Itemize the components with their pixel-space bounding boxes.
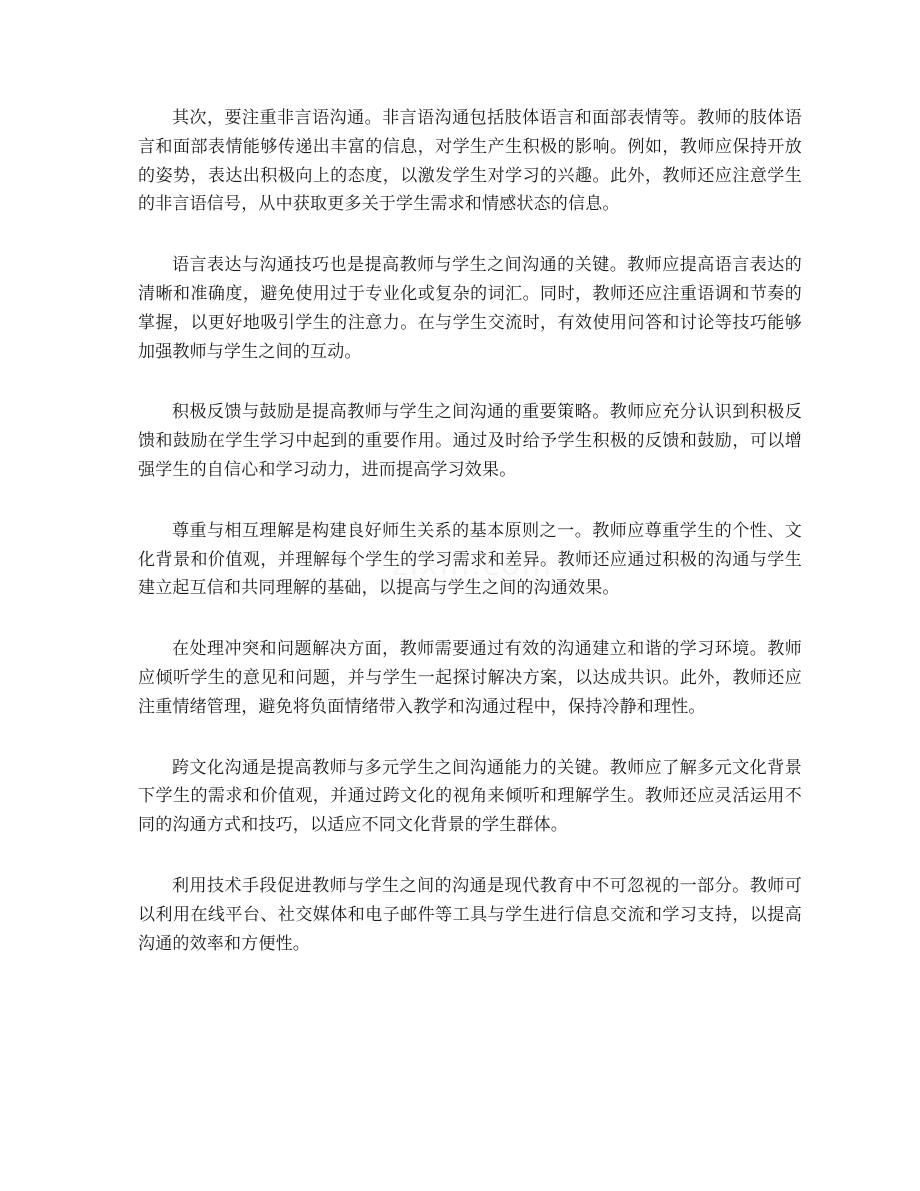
document-body — [138, 104, 802, 990]
paragraph-language-skills: 语言表达与沟通技巧也是提高教师与学生之间沟通的关键。教师应提高语言表达的清晰和准确度，避免使用过于专业化或复杂的词汇。同时，教师还应注重语调和节奏的掌握，以更好地吸引学生的注意力。在与学生交流时，有效使用问答和讨论等技巧能够加强教师与学生之间的互动。 — [138, 255, 802, 362]
paragraph-technology: 利用技术手段促进教师与学生之间的沟通是现代教育中不可忽视的一部分。教师可以利用在线平台、社交媒体和电子邮件等工具与学生进行信息交流和学习支持，以提高沟通的效率和方便性。 — [138, 875, 802, 954]
paragraph-conflict-resolution: 在处理冲突和问题解决方面，教师需要通过有效的沟通建立和谐的学习环境。教师应倾听学生的意见和问题，并与学生一起探讨解决方案，以达成共识。此外，教师还应注重情绪管理，避免将负面情绪带入教学和沟通过程中，保持冷静和理性。 — [138, 639, 802, 717]
paragraph-cross-cultural: 跨文化沟通是提高教师与多元学生之间沟通能力的关键。教师应了解多元文化背景下学生的需求和价值观，并通过跨文化的视角来倾听和理解学生。教师还应灵活运用不同的沟通方式和技巧，以适应不同文化背景的学生群体。 — [138, 757, 802, 836]
paragraph-nonverbal-communication: 其次，要注重非言语沟通。非言语沟通包括肢体语言和面部表情等。教师的肢体语言和面部表情能够传递出丰富的信息，对学生产生积极的影响。例如，教师应保持开放的姿势，表达出积极向上的态度，以激发学生对学习的兴趣。此外，教师还应注意学生的非言语信号，从中获取更多关于学生需求和情感状态的信息。 — [138, 108, 802, 215]
paragraph-mutual-respect: 尊重与相互理解是构建良好师生关系的基本原则之一。教师应尊重学生的个性、文化背景和价值观，并理解每个学生的学习需求和差异。教师还应通过积极的沟通与学生建立起互信和共同理解的基础，以提高与学生之间的沟通效果。 — [138, 520, 802, 599]
paragraph-positive-feedback: 积极反馈与鼓励是提高教师与学生之间沟通的重要策略。教师应充分认识到积极反馈和鼓励在学生学习中起到的重要作用。通过及时给予学生积极的反馈和鼓励，可以增强学生的自信心和学习动力，进而提高学习效果。 — [138, 402, 802, 480]
